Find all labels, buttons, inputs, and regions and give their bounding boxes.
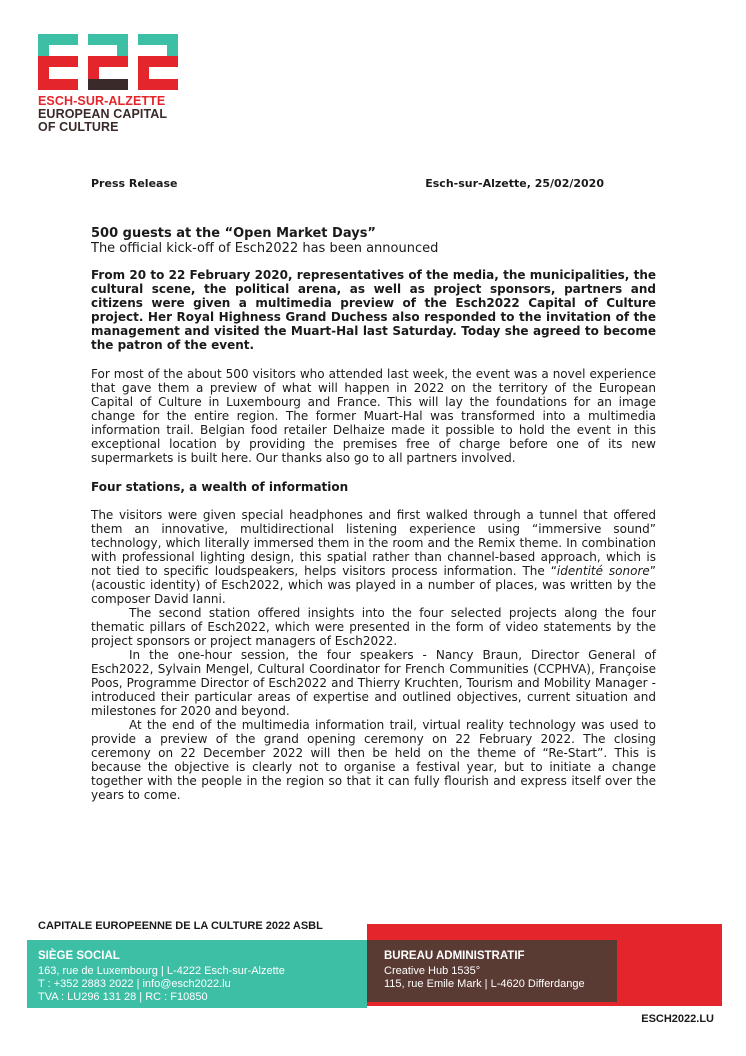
lead-paragraph: From 20 to 22 February 2020, representatives of the media, the municipalities, the cultural scene, the political arena, as well as project sponsors, partners and citizens were given a multimedia preview of the Esch2022 Capital of Culture project. Her Royal Highness Grand Duchess also responded to the invitation of the management and visited the Muart-Hal last Saturday. Today she agreed to become the patron of the event.: [91, 268, 656, 352]
siege-social-block: [38, 950, 285, 1004]
logo-line-city: ESCH-SUR-ALZETTE: [38, 94, 166, 108]
paragraph-headphones-tail: ” (acoustic identity) of Esch2022, which was played in a number of places, was written by the composer David Ianni.: [91, 564, 656, 606]
logo-digit-two-2: [138, 34, 178, 90]
paragraph-intro: For most of the about 500 visitors who attended last week, the event was a novel experience that gave them a preview of what will happen in 2022 on the territory of the European Capital of Culture in Luxembourg and France. This will lay the foundations for an image change for the entire region. The former Muart-Hal was transformed into a multimedia information trail. Belgian food retailer Delhaize made it possible to hold the event in this exceptional location by providing the premises free of charge before one of its new supermarkets is built here. Our thanks also go to all partners involved.: [91, 367, 656, 465]
identite-sonore-term: identité sonore: [556, 564, 650, 578]
logo-digit-two-1: [88, 34, 128, 90]
siege-contact: T : +352 2883 2022 | info@esch2022.lu: [38, 978, 231, 990]
logo-line-culture: OF CULTURE: [38, 120, 119, 134]
paragraph-headphones: [91, 508, 656, 606]
paragraph-headphones-text: The visitors were given special headphones and first walked through a tunnel that offered them an innovative, multidirectional listening experience using “immersive sound” technology, which literally immersed them in the room and the Remix theme. In combination with professional lighting design, this spatial rather than channel-based approach, which is not tied to specific loudspeakers, helps visitors process information. The “: [91, 508, 656, 578]
paragraph-second-station: The second station offered insights into the four selected projects along the four thematic pillars of Esch2022, which were presented in the form of video statements by the project sponsors or project managers of Esch2022.: [91, 606, 656, 648]
siege-address: 163, rue de Luxembourg | L-4222 Esch-sur-Alzette: [38, 965, 285, 977]
article-body: [91, 226, 656, 802]
logo-wordmark: [38, 95, 167, 134]
logo-line-capital: EUROPEAN CAPITAL: [38, 107, 168, 121]
siege-social-heading: SIÈGE SOCIAL: [38, 950, 120, 962]
website-link[interactable]: ESCH2022.LU: [641, 1013, 714, 1025]
bureau-address: 115, rue Emile Mark | L-4620 Differdange: [384, 978, 585, 990]
article-subtitle: The official kick-off of Esch2022 has been announced: [91, 241, 439, 256]
paragraph-virtual-reality: At the end of the multimedia information trail, virtual reality technology was used to provide a preview of the grand opening ceremony on 22 February 2022. The closing ceremony on 22 December 2022 will then be held on the theme of “Re-Start”. This is because the objective is clearly not to organise a festival year, but to initiate a change together with the people in the region so that it can fully flourish and express itself over the years to come.: [91, 718, 656, 802]
esch2022-logo-mark: [38, 34, 180, 90]
footer-org-name: CAPITALE EUROPEENNE DE LA CULTURE 2022 ASBL: [38, 920, 323, 932]
paragraph-speakers: In the one-hour session, the four speakers - Nancy Braun, Director General of Esch2022, Sylvain Mengel, Cultural Coordinator for French Communities (CCPHVA), Françoise Poos, Programme Director of Esch2022 and Thierry Kruchten, Tourism and Mobility Manager - introduced their particular areas of expertise and outlined objectives, current situation and milestones for 2020 and beyond.: [91, 648, 656, 718]
bureau-building: Creative Hub 1535°: [384, 965, 481, 977]
section-heading: Four stations, a wealth of information: [91, 480, 349, 494]
bureau-heading: BUREAU ADMINISTRATIF: [384, 950, 525, 962]
bureau-administratif-block: [384, 950, 585, 991]
place-date: Esch-sur-Alzette, 25/02/2020: [425, 177, 604, 190]
doc-type-label: Press Release: [91, 177, 178, 190]
article-title: 500 guests at the “Open Market Days”: [91, 226, 376, 241]
siege-tax-ids: TVA : LU296 131 28 | RC : F10850: [38, 991, 208, 1003]
logo-letter-e: [38, 34, 78, 90]
